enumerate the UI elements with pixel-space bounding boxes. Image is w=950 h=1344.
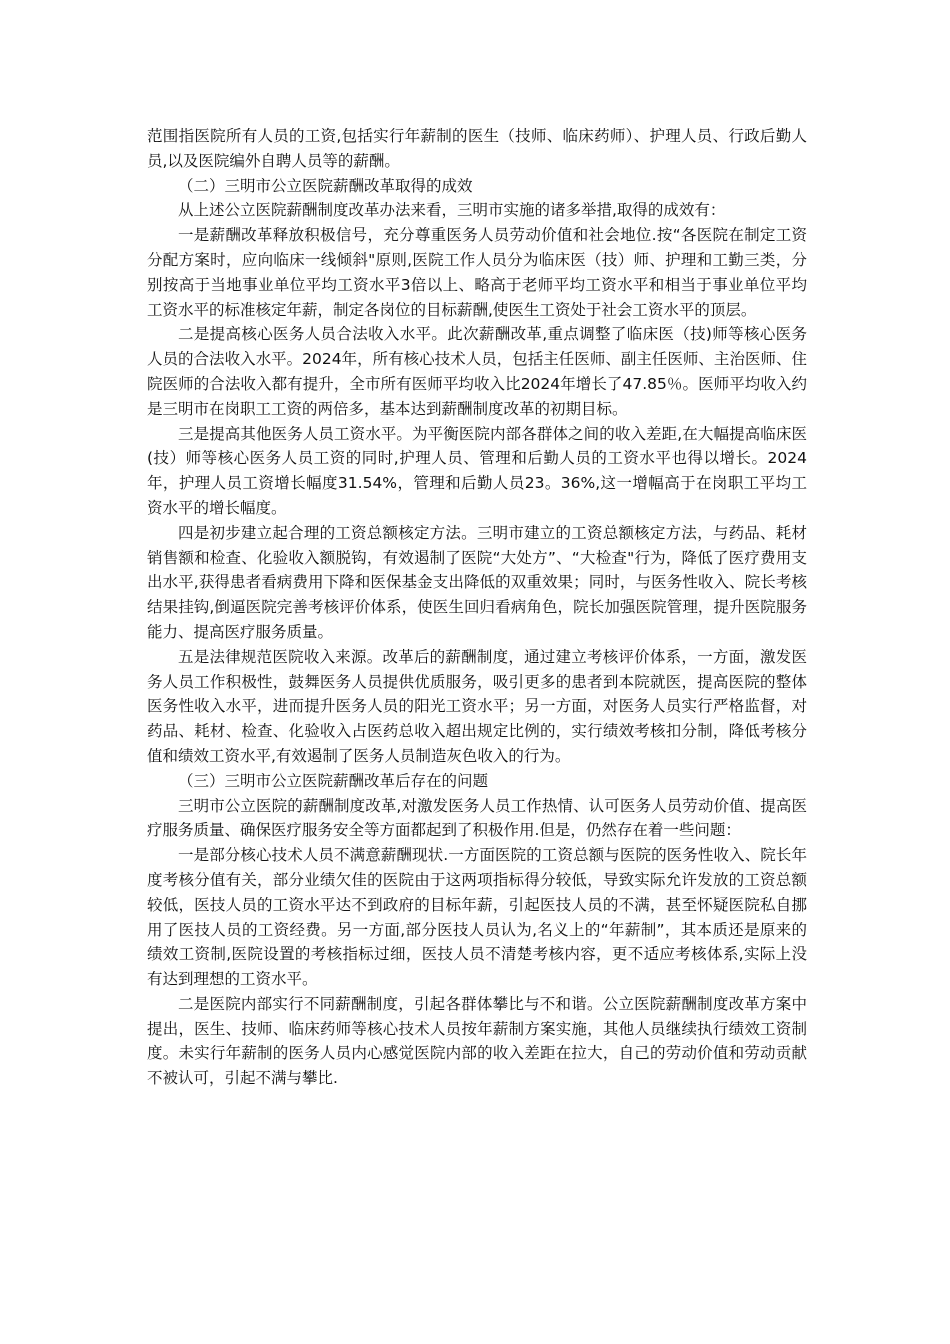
- paragraph-continued: 范围指医院所有人员的工资,包括实行年薪制的医生（技师、临床药师）、护理人员、行政后勤人员,以及医院编外自聘人员等的薪酬。: [147, 127, 807, 170]
- document-body: [147, 124, 807, 1091]
- section-heading: （三）三明市公立医院薪酬改革后存在的问题: [178, 771, 489, 790]
- paragraph: 五是法律规范医院收入来源。改革后的薪酬制度，通过建立考核评价体系，一方面，激发医务人员工作积极性，鼓舞医务人员提供优质服务，吸引更多的患者到本院就医，提高医院的整体医务性收入水平，进而提升医务人员的阳光工资水平；另一方面，对医务人员实行严格监督，对药品、耗材、检查、化验收入占医药总收入超出规定比例的，实行绩效考核扣分制，降低考核分值和绩效工资水平,有效遏制了医务人员制造灰色收入的行为。: [147, 647, 807, 765]
- section-heading: （二）三明市公立医院薪酬改革取得的成效: [178, 176, 473, 195]
- paragraph: 三是提高其他医务人员工资水平。为平衡医院内部各群体之间的收入差距,在大幅提高临床医(技）师等核心医务人员工资的同时,护理人员、管理和后勤人员的工资水平也得以增长。2024年，护理人员工资增长幅度31.54%，管理和后勤人员23。36%,这一增幅高于在岗职工平均工资水平的增长幅度。: [147, 424, 807, 517]
- paragraph: 一是部分核心技术人员不满意薪酬现状.一方面医院的工资总额与医院的医务性收入、院长年度考核分值有关，部分业绩欠佳的医院由于这两项指标得分较低，导致实际允许发放的工资总额较低，医技人员的工资水平达不到政府的目标年薪，引起医技人员的不满，甚至怀疑医院私自挪用了医技人员的工资经费。另一方面,部分医技人员认为,名义上的“年薪制”，其本质还是原来的绩效工资制,医院设置的考核指标过细，医技人员不清楚考核内容，更不适应考核体系,实际上没有达到理想的工资水平。: [147, 846, 807, 989]
- paragraph: 一是薪酬改革释放积极信号，充分尊重医务人员劳动价值和社会地位.按“各医院在制定工资分配方案时，应向临床一线倾斜"原则,医院工作人员分为临床医（技）师、护理和工勤三类，分别按高于当地事业单位平均工资水平3倍以上、略高于老师平均工资水平和相当于事业单位平均工资水平的标准核定年薪，制定各岗位的目标薪酬,使医生工资处于社会工资水平的顶层。: [147, 226, 807, 319]
- paragraph: 四是初步建立起合理的工资总额核定方法。三明市建立的工资总额核定方法，与药品、耗材销售额和检查、化验收入额脱钩，有效遏制了医院“大处方”、“大检查"行为，降低了医疗费用支出水平,获得患者看病费用下降和医保基金支出降低的双重效果；同时，与医务性收入、院长考核结果挂钩,倒逼医院完善考核评价体系，使医生回归看病角色，院长加强医院管理，提升医院服务能力、提高医疗服务质量。: [147, 523, 807, 641]
- paragraph: 三明市公立医院的薪酬制度改革,对激发医务人员工作热情、认可医务人员劳动价值、提高医疗服务质量、确保医疗服务安全等方面都起到了积极作用.但是，仍然存在着一些问题：: [147, 796, 807, 840]
- paragraph: 从上述公立医院薪酬制度改革办法来看，三明市实施的诸多举措,取得的成效有：: [178, 201, 726, 220]
- paragraph: 二是提高核心医务人员合法收入水平。此次薪酬改革,重点调整了临床医（技)师等核心医务人员的合法收入水平。2024年，所有核心技术人员，包括主任医师、副主任医师、主治医师、住院医师的合法收入都有提升，全市所有医师平均收入比2024年增长了47.85％。医师平均收入约是三明市在岗职工工资的两倍多，基本达到薪酬制度改革的初期目标。: [147, 325, 807, 418]
- paragraph: 二是医院内部实行不同薪酬制度，引起各群体攀比与不和谐。公立医院薪酬制度改革方案中提出，医生、技师、临床药师等核心技术人员按年薪制方案实施，其他人员继续执行绩效工资制度。未实行年薪制的医务人员内心感觉医院内部的收入差距在拉大，自己的劳动价值和劳动贡献不被认可，引起不满与攀比.: [147, 994, 807, 1088]
